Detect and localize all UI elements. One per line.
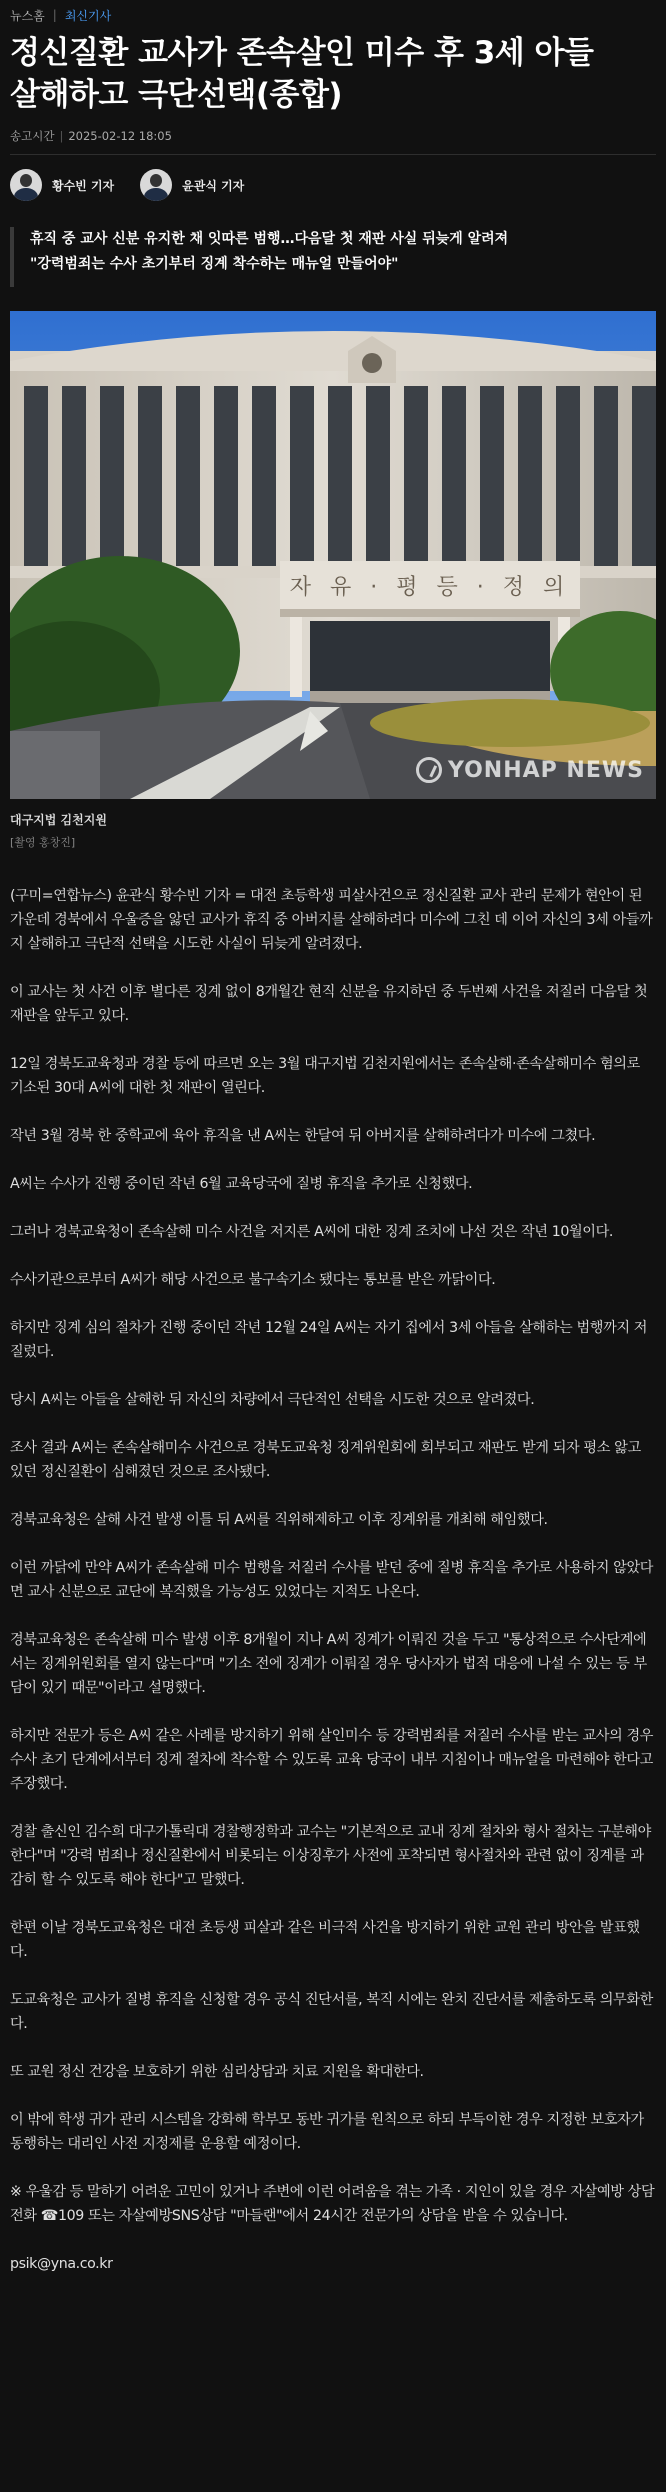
subheadline-line: "강력범죄는 수사 초기부터 징계 착수하는 매뉴얼 만들어야" (30, 256, 399, 272)
article-title (10, 32, 656, 116)
article-paragraph: 조사 결과 A씨는 존속살해미수 사건으로 경북도교육청 징계위원회에 회부되고 재판도 받게 되자 평소 앓고 있던 정신질환이 심해졌던 것으로 조사됐다. (10, 1440, 641, 1480)
article-paragraph: (구미=연합뉴스) 윤관식 황수빈 기자 = 대전 초등학생 피살사건으로 정신질환 교사 관리 문제가 현안이 된 가운데 경북에서 우울증을 앓던 교사가 휴직 중 아버지를 살해하려다 미수에 그친 데 이어 자신의 3세 아들까지 살해하고 극단적 선택을 시도한 사실이 뒤늦게 알려졌다. (10, 888, 653, 952)
article-paragraph: 경북교육청은 살해 사건 발생 이틀 뒤 A씨를 직위해제하고 이후 징계위를 개최해 해임했다. (10, 1512, 548, 1528)
meta-divider (10, 154, 656, 155)
author-list (10, 159, 656, 211)
article-paragraph: 경찰 출신인 김수희 대구가톨릭대 경찰행정학과 교수는 "기본적으로 교내 징계 절차와 형사 절차는 구분해야 한다"며 "강력 범죄나 정신질환에서 비롯되는 이상징후가 사전에 포착되면 형사절차와 관련 없이 징계를 과감히 할 수 있도록 해야 한다"고 말했다. (10, 1824, 651, 1888)
subheadline-line: 휴직 중 교사 신분 유지한 채 잇따른 범행…다음달 첫 재판 사실 뒤늦게 알려져 (30, 231, 509, 247)
article-paragraph: ※ 우울감 등 말하기 어려운 고민이 있거나 주변에 이런 어려움을 겪는 가족 · 지인이 있을 경우 자살예방 상담전화 ☎109 또는 자살예방SNS상담 "마들랜"에서 24시간 전문가의 상담을 받을 수 있습니다. (10, 2184, 655, 2224)
article-paragraph: 경북교육청은 존속살해 미수 발생 이후 8개월이 지나 A씨 징계가 이뤄진 것을 두고 "통상적으로 수사단계에서는 징계위원회를 열지 않는다"며 "기소 전에 징계가 이뤄질 경우 당사자가 법적 대응에 나설 수 있는 등 부담이 있기 때문"이라고 설명했다. (10, 1632, 647, 1696)
article-meta (10, 124, 656, 148)
author-avatar-icon (10, 169, 42, 201)
article-title-line2: 살해하고 극단선택(종합) (10, 77, 343, 113)
article-paragraph: 작년 3월 경북 한 중학교에 육아 휴직을 낸 A씨는 한달여 뒤 아버지를 살해하려다가 미수에 그쳤다. (10, 1128, 596, 1144)
author-card[interactable] (10, 169, 114, 201)
article-paragraph: 또 교원 정신 건강을 보호하기 위한 심리상담과 치료 지원을 확대한다. (10, 2064, 424, 2080)
article-photo[interactable] (10, 311, 656, 799)
author-name: 황수빈 기자 (52, 178, 115, 193)
sent-label: 송고시간 (10, 129, 55, 143)
article-paragraph: 12일 경북도교육청과 경찰 등에 따르면 오는 3월 대구지법 김천지원에서는 존속살해·존속살해미수 혐의로 기소된 30대 A씨에 대한 첫 재판이 열린다. (10, 1056, 640, 1096)
photo-credit: [촬영 홍창진] (10, 836, 76, 849)
breadcrumb (10, 0, 656, 30)
watermark-text: YONHAP NEWS (447, 757, 644, 783)
article-paragraph: 당시 A씨는 아들을 살해한 뒤 자신의 차량에서 극단적인 선택을 시도한 것으로 알려졌다. (10, 1392, 535, 1408)
author-avatar-icon (140, 169, 172, 201)
author-name: 윤관식 기자 (182, 178, 245, 193)
courthouse-sign-text: 자 유 · 평 등 · 정 의 (289, 575, 571, 600)
article-paragraph: 그러나 경북교육청이 존속살해 미수 사건을 저지른 A씨에 대한 징계 조치에 나선 것은 작년 10월이다. (10, 1224, 613, 1240)
photo-watermark (416, 757, 644, 783)
yonhap-logo-icon (416, 757, 442, 783)
article-paragraph: 도교육청은 교사가 질병 휴직을 신청할 경우 공식 진단서를, 복직 시에는 완치 진단서를 제출하도록 의무화한다. (10, 1992, 653, 2032)
reporter-email[interactable]: psik@yna.co.kr (10, 2256, 113, 2272)
article-title-line1: 정신질환 교사가 존속살인 미수 후 3세 아들 (10, 35, 594, 71)
author-card[interactable] (140, 169, 244, 201)
article-paragraph: A씨는 수사가 진행 중이던 작년 6월 교육당국에 질병 휴직을 추가로 신청했다. (10, 1176, 473, 1192)
article-paragraph: 한편 이날 경북도교육청은 대전 초등생 피살과 같은 비극적 사건을 방지하기 위한 교원 관리 방안을 발표했다. (10, 1920, 640, 1960)
breadcrumb-section-link[interactable]: 최신기사 (64, 8, 112, 23)
courthouse-photo (10, 311, 656, 799)
breadcrumb-separator: | (52, 8, 57, 22)
meta-separator: | (59, 129, 64, 143)
article-paragraph: 이 밖에 학생 귀가 관리 시스템을 강화해 학부모 동반 귀가를 원칙으로 하되 부득이한 경우 지정한 보호자가 동행하는 대리인 사전 지정제를 운용할 예정이다. (10, 2112, 644, 2152)
article-body (10, 884, 656, 2276)
sent-time: 2025-02-12 18:05 (68, 129, 172, 143)
photo-caption: 대구지법 김천지원 (10, 813, 107, 827)
article-subheadline (10, 227, 656, 287)
article-paragraph: 수사기관으로부터 A씨가 해당 사건으로 불구속기소 됐다는 통보를 받은 까닭이다. (10, 1272, 496, 1288)
article-paragraph: 하지만 전문가 등은 A씨 같은 사례를 방지하기 위해 살인미수 등 강력범죄를 저질러 수사를 받는 교사의 경우 수사 초기 단계에서부터 징계 절차에 착수할 수 있도록 교육 당국이 내부 지침이나 매뉴얼을 마련해야 한다고 주장했다. (10, 1728, 654, 1792)
article-paragraph: 이런 까닭에 만약 A씨가 존속살해 미수 범행을 저질러 수사를 받던 중에 질병 휴직을 추가로 사용하지 않았다면 교사 신분으로 교단에 복직했을 가능성도 있었다는 지적도 나온다. (10, 1560, 654, 1600)
article-paragraph: 하지만 징계 심의 절차가 진행 중이던 작년 12월 24일 A씨는 자기 집에서 3세 아들을 살해하는 범행까지 저질렀다. (10, 1320, 648, 1360)
article-paragraph: 이 교사는 첫 사건 이후 별다른 징계 없이 8개월간 현직 신분을 유지하던 중 두번째 사건을 저질러 다음달 첫 재판을 앞두고 있다. (10, 984, 648, 1024)
breadcrumb-home-link[interactable]: 뉴스홈 (10, 8, 45, 23)
